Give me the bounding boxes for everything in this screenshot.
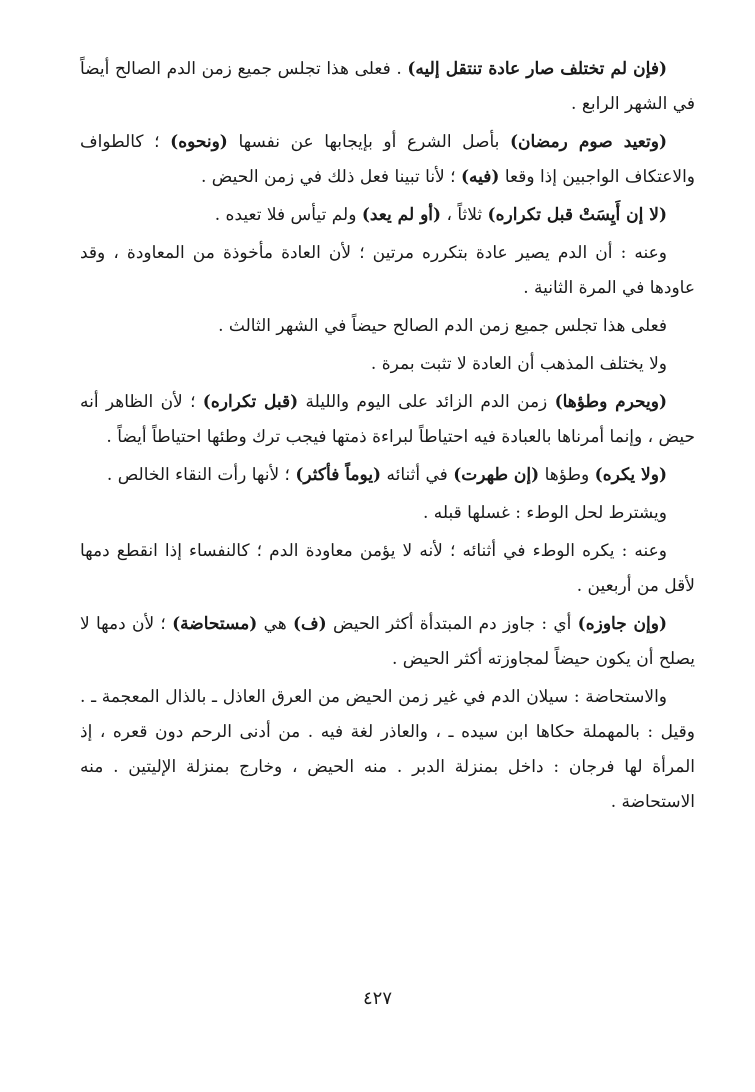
bold-text: (ولا يكره): [594, 465, 667, 485]
book-page-body: [80, 52, 695, 820]
paragraph-10: [80, 534, 695, 604]
body-text: ؛ كالطواف والاعتكاف الواجبين إذا وقعا: [80, 132, 695, 187]
body-text: ؛ لأن الظاهر أنه حيض ، وإنما أمرناها بالعبادة فيه احتياطاً لبراءة ذمتها فيجب ترك وطئها احتياطاً أيضاً .: [80, 392, 695, 447]
bold-text: (أو لم يعد): [361, 205, 442, 225]
body-text: والاستحاضة : سيلان الدم في غير زمن الحيض من العرق العاذل ـ بالذال المعجمة ـ . وقيل : بالمهملة حكاها ابن سيده ـ ، والعاذر لغة فيه . من أدنى الرحم دون قعره ، إذ المرأة لها فرجان : داخل بمنزلة الدبر . منه الحيض ، وخارج بمنزلة الإليتين . منه الاستحاضة .: [80, 687, 695, 812]
paragraph-3: [80, 198, 695, 233]
body-text: . فعلى هذا تجلس جميع زمن الدم الصالح أيضاً في الشهر الرابع .: [80, 59, 695, 114]
bold-text: (إن طهرت): [453, 465, 540, 485]
body-text: وعنه : يكره الوطء في أثنائه ؛ لأنه لا يؤمن معاودة الدم ؛ كالنفساء إذا انقطع دمها لأقل من أربعين .: [80, 541, 695, 596]
paragraph-9: [80, 496, 695, 531]
body-text: هي: [257, 614, 294, 634]
paragraph-11: [80, 607, 695, 677]
paragraph-4: [80, 236, 695, 306]
bold-text: (ف): [293, 614, 327, 634]
body-text: أي : جاوز دم المبتدأة أكثر الحيض: [326, 614, 578, 634]
bold-text: (يوماً فأكثر): [295, 465, 382, 485]
paragraph-1: [80, 52, 695, 122]
body-text: ؛ لأنها رأت النقاء الخالص .: [106, 465, 296, 485]
body-text: بأصل الشرع أو بإيجابها عن نفسها: [227, 132, 510, 152]
paragraph-2: [80, 125, 695, 195]
bold-text: (وتعيد صوم رمضان): [510, 132, 667, 152]
body-text: ثلاثاً ،: [441, 205, 488, 225]
page-number: ٤٢٧: [362, 988, 392, 1009]
body-text: ؛ لأنا تبينا فعل ذلك في زمن الحيض .: [200, 167, 461, 187]
paragraph-8: [80, 458, 695, 493]
paragraph-7: [80, 385, 695, 455]
body-text: ولا يختلف المذهب أن العادة لا تثبت بمرة .: [370, 354, 667, 374]
body-text: وعنه : أن الدم يصير عادة بتكرره مرتين ؛ لأن العادة مأخوذة من المعاودة ، وقد عاودها في المرة الثانية .: [80, 243, 695, 298]
body-text: في أثنائه: [381, 465, 454, 485]
body-text: فعلى هذا تجلس جميع زمن الدم الصالح حيضاً في الشهر الثالث .: [218, 316, 667, 336]
body-text: ؛ لأن دمها لا يصلح أن يكون حيضاً لمجاوزته أكثر الحيض .: [80, 614, 695, 669]
bold-text: (لا إن أَيِسَتْ قبل تكراره): [487, 205, 667, 225]
bold-text: (قبل تكراره): [202, 392, 299, 412]
paragraph-6: [80, 347, 695, 382]
bold-text: (مستحاضة): [172, 614, 258, 634]
paragraph-12: [80, 680, 695, 820]
body-text: زمن الدم الزائد على اليوم والليلة: [298, 392, 555, 412]
body-text: ويشترط لحل الوطء : غسلها قبله .: [422, 503, 667, 523]
bold-text: (ونحوه): [170, 132, 228, 152]
bold-text: (ويحرم وطؤها): [554, 392, 667, 412]
body-text: وطؤها: [539, 465, 595, 485]
paragraph-5: [80, 309, 695, 344]
body-text: ولم تيأس فلا تعيده .: [214, 205, 362, 225]
bold-text: (فإن لم تختلف صار عادة تنتقل إليه): [407, 59, 667, 79]
bold-text: (فيه): [460, 167, 500, 187]
bold-text: (وإن جاوزه): [577, 614, 667, 634]
